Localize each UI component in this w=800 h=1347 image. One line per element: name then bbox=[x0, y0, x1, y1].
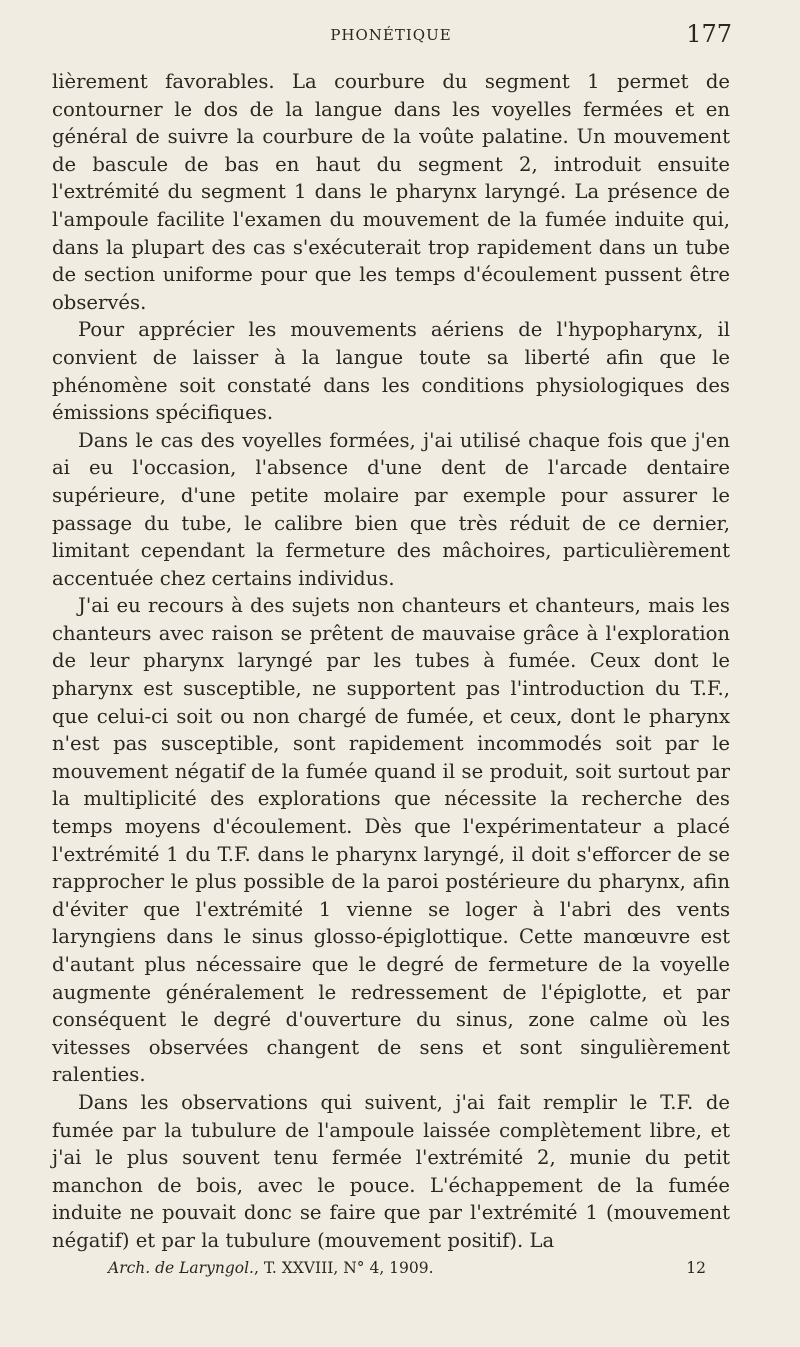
page-footer bbox=[52, 1257, 730, 1285]
journal-volume: , T. XXVIII, N° 4, 1909. bbox=[253, 1258, 434, 1277]
body-text bbox=[52, 68, 730, 1255]
paragraph-voyelles-formees: Dans le cas des voyelles formées, j'ai utilisé chaque fois que j'en ai eu l'occasion, l'absence d'une dent de l'arcade dentaire supérieure, d'une petite molaire par exemple pour assurer le passage du tube, le calibre bien que très réduit de ce dernier, limitant cependant la fermeture des mâchoires, particulièrement accentuée chez certains individus. bbox=[52, 428, 730, 590]
page-number: 177 bbox=[686, 20, 732, 48]
running-title: PHONÉTIQUE bbox=[330, 26, 452, 44]
journal-name: Arch. de Laryngol. bbox=[108, 1258, 254, 1277]
page-header bbox=[52, 20, 730, 60]
journal-signature bbox=[108, 1259, 434, 1277]
paragraph-chanteurs: J'ai eu recours à des sujets non chanteurs et chanteurs, mais les chanteurs avec raison se prêtent de mauvaise grâce à l'exploration de leur pharynx laryngé par les tubes à fumée. Ceux dont le pharynx est susceptible, ne supportent pas l'introduction du T.F., que celui-ci soit ou non chargé de fumée, et ceux, dont le pharynx n'est pas susceptible, sont rapidement incommodés soit par le mouvement négatif de la fumée quand il se produit, soit surtout par la multiplicité des explorations que nécessite la recherche des temps moyens d'écoulement. Dès que l'expérimentateur a placé l'extrémité 1 du T.F. dans le pharynx laryngé, il doit s'efforcer de se rapprocher le plus possible de la paroi postérieure du pharynx, afin d'éviter que l'extrémité 1 vienne se loger à l'abri des vents laryngiens dans le sinus glosso-épiglottique. Cette manœuvre est d'autant plus nécessaire que le degré de fermeture de la voyelle augmente généralement le redressement de l'épiglotte, et par conséquent le degré d'ouverture du sinus, zone calme où les vitesses observées changent de sens et sont singulièrement ralenties. bbox=[52, 594, 730, 1087]
paragraph-observations: Dans les observations qui suivent, j'ai fait remplir le T.F. de fumée par la tubulure de l'ampoule laissée complètement libre, et j'ai le plus souvent tenu fermée l'extrémité 2, munie du petit manchon de bois, avec le pouce. L'échappement de la fumée induite ne pouvait donc se faire que par l'extrémité 1 (mouvement négatif) et par la tubulure (mouvement positif). La bbox=[52, 1090, 730, 1252]
sheet-number: 12 bbox=[686, 1258, 706, 1277]
paragraph-continuation: lièrement favorables. La courbure du segment 1 permet de contourner le dos de la langue dans les voyelles fermées et en général de suivre la courbure de la voûte palatine. Un mouvement de bascule de bas en haut du segment 2, introduit ensuite l'extrémité du segment 1 dans le pharynx laryngé. La présence de l'ampoule facilite l'examen du mouvement de la fumée induite qui, dans la plupart des cas s'exécuterait trop rapidement dans un tube de section uniforme pour que les temps d'écoulement pussent être observés. bbox=[52, 70, 730, 314]
paragraph-hypopharynx: Pour apprécier les mouvements aériens de l'hypopharynx, il convient de laisser à la langue toute sa liberté afin que le phénomène soit constaté dans les conditions physiologiques des émissions spécifiques. bbox=[52, 318, 730, 425]
